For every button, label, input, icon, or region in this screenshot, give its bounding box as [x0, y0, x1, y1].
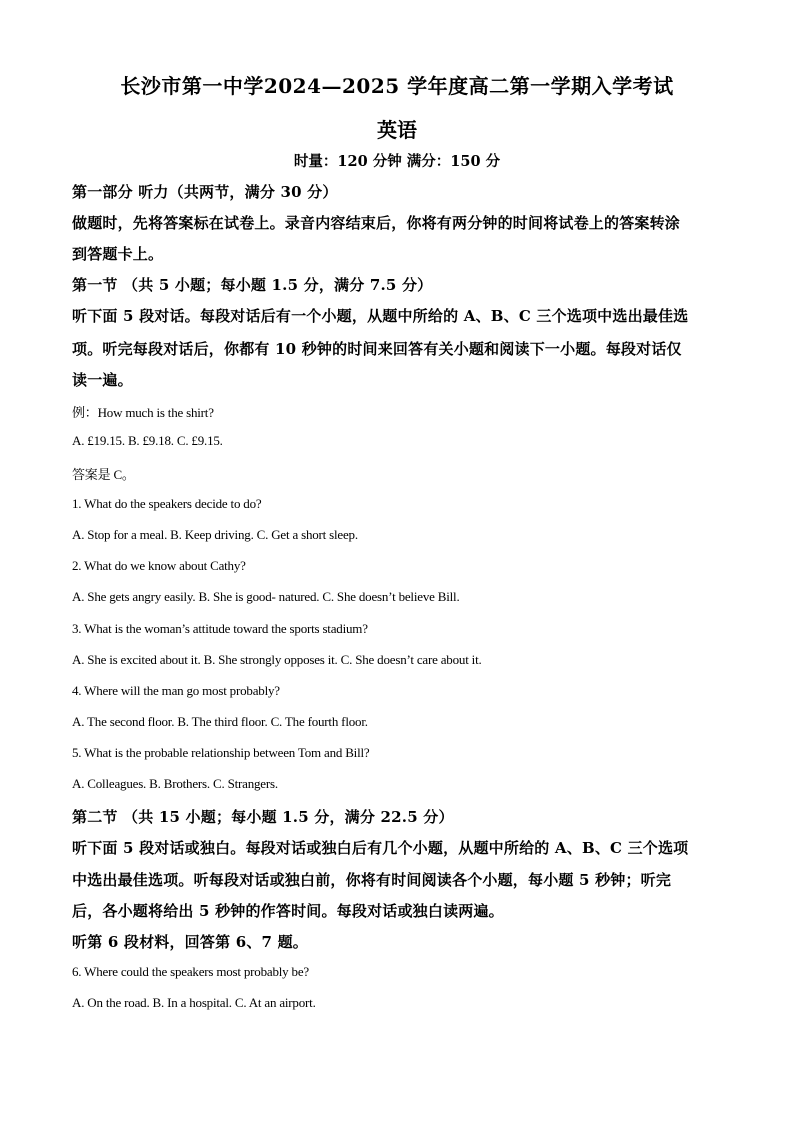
options-line: A. She gets angry easily. B. She is good- natured. C. She doesn’t believe Bill. [72, 589, 460, 604]
question-line: 6. Where could the speakers most probably be? [72, 964, 309, 979]
question-line: 4. Where will the man go most probably? [72, 683, 280, 698]
question-line: 2. What do we know about Cathy? [72, 558, 246, 573]
question-line: 5. What is the probable relationship between Tom and Bill? [72, 745, 370, 760]
instruction-line: 中选出最佳选项。听每段对话或独白前，你将有时间阅读各个小题，每小题 5 秒钟；听完 [72, 871, 672, 889]
options-line: A. She is excited about it. B. She strongly opposes it. C. She doesn’t care about it. [72, 652, 482, 667]
options-line: A. On the road. B. In a hospital. C. At an airport. [72, 995, 316, 1010]
question-line: 3. What is the woman’s attitude toward the sports stadium? [72, 621, 368, 636]
instruction-line: 读一遍。 [72, 371, 133, 389]
subsection-heading: 第一节 （共 5 小题；每小题 1.5 分，满分 7.5 分） [72, 276, 433, 294]
question-line: 1. What do the speakers decide to do? [72, 496, 262, 511]
subsection-heading: 第二节 （共 15 小题；每小题 1.5 分，满分 22.5 分） [72, 808, 454, 826]
instruction-line: 听下面 5 段对话或独白。每段对话或独白后有几个小题，从题中所给的 A、B、C 三个选项 [72, 839, 689, 857]
instruction-line: 做题时，先将答案标在试卷上。录音内容结束后，你将有两分钟的时间将试卷上的答案转涂 [72, 214, 681, 232]
instruction-line: 到答题卡上。 [72, 245, 164, 263]
options-line: A. Colleagues. B. Brothers. C. Strangers. [72, 776, 278, 791]
example-question: 例：How much is the shirt? [72, 405, 214, 420]
subject-title: 英语 [377, 118, 417, 142]
material-heading: 听第 6 段材料，回答第 6、7 题。 [72, 933, 309, 951]
instruction-line: 听下面 5 段对话。每段对话后有一个小题，从题中所给的 A、B、C 三个选项中选出最佳选 [72, 307, 689, 325]
example-answer: 答案是 C。 [72, 467, 135, 482]
options-line: A. Stop for a meal. B. Keep driving. C. Get a short sleep. [72, 527, 358, 542]
instruction-line: 项。听完每段对话后，你都有 10 秒钟的时间来回答有关小题和阅读下一小题。每段对话仅 [72, 340, 682, 358]
example-options: A. £19.15. B. £9.18. C. £9.15. [72, 433, 223, 448]
instruction-line: 后，各小题将给出 5 秒钟的作答时间。每段对话或独白读两遍。 [72, 902, 504, 920]
options-line: A. The second floor. B. The third floor. C. The fourth floor. [72, 714, 368, 729]
time-score-line: 时量：120 分钟 满分：150 分 [293, 153, 501, 170]
exam-title: 长沙市第一中学2024—2025 学年度高二第一学期入学考试 [120, 74, 674, 98]
section-heading: 第一部分 听力（共两节，满分 30 分） [72, 183, 338, 201]
